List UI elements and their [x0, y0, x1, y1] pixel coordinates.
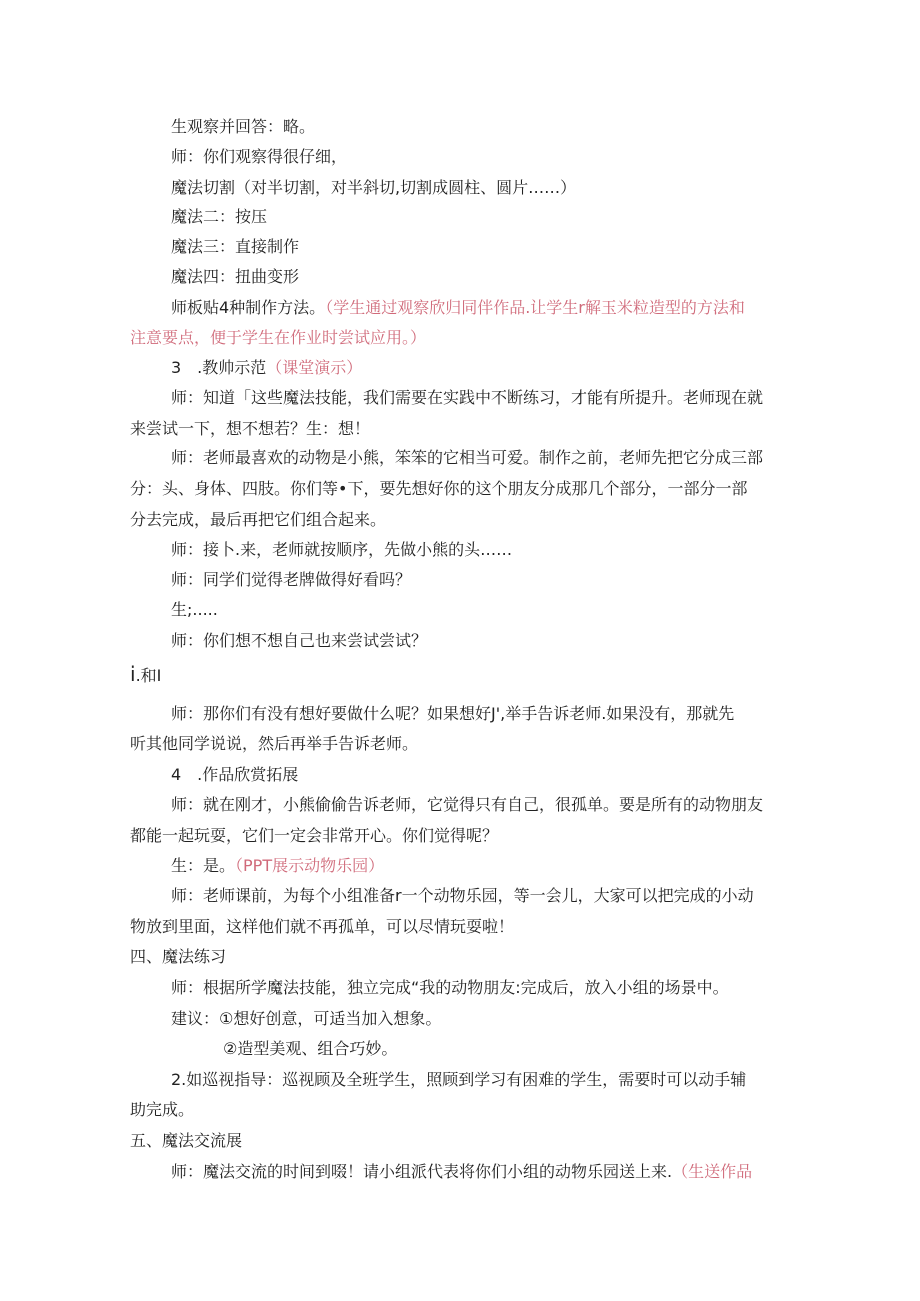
text-segment: .和I: [135, 666, 162, 685]
section-heading: 五、魔法交流展: [130, 1131, 243, 1150]
annotation-note: （课堂演示）: [266, 358, 363, 377]
text-segment: 3 .教帅示范: [171, 358, 267, 377]
annotation-note: （PPT展示动物乐园）: [235, 856, 385, 875]
text-line: 魔法切割（对半切割，对半斜切,切割成圆柱、圆片……）: [171, 178, 577, 197]
text-line: 分去完成，最后再把它们组合起来。: [130, 510, 387, 529]
text-line: 都能一起玩耍，它们一定会非常开心。你们觉得呢？: [130, 826, 499, 845]
text-line: 师：你们观察得很仔细，: [171, 147, 348, 166]
text-line: [171, 855, 384, 877]
text-segment: 师：魔法交流的时间到啜！请小组派代表将你们小组的动物乐园送上来.: [171, 1162, 673, 1181]
text-line: [171, 297, 745, 319]
text-line: 助完成。: [130, 1100, 195, 1119]
text-line: 来尝试一下，想不想若？生：想！: [130, 419, 371, 438]
text-line: 物放到里面，这样他们就不再孤单，可以尽情玩耍啦！: [130, 917, 515, 936]
annotation-note: （学生通过观察欣归同伴作品.让学生r解玉米粒造型的方法和: [325, 298, 745, 317]
text-line: [130, 663, 161, 687]
section-heading: [171, 357, 362, 379]
text-line: 听其他同学说说，然后再举手告诉老师。: [130, 734, 419, 753]
text-line: 师：那你们有没有想好要做什么呢？如果想好J',举手告诉老师.如果没有，那就先: [171, 704, 735, 723]
text-line: 分：头、身体、四肢。你们等•下，要先想好你的这个朋友分成那几个部分，一部分一部: [130, 479, 748, 498]
text-line: 师：就在刚才，小熊偷偷告诉老师，它觉得只有自己，很孤单。要是所有的动物朋友: [171, 795, 764, 814]
text-line: 魔法二：按压: [171, 207, 268, 226]
text-line: 师：知道「这些魔法技能，我们需要在实践中不断练习，才能有所提升。老师现在就: [171, 388, 764, 407]
section-heading: 四、魔法练习: [130, 947, 227, 966]
text-line: 师：根据所学魔法技能，独立完成“我的动物朋友:完成后，放入小组的场景中。: [171, 978, 729, 997]
section-heading: 4 .作品欣赏拓展: [171, 765, 299, 784]
text-line: 建议：①想好创意，可适当加入想象。: [171, 1009, 442, 1028]
text-line: 师：老师课前，为每个小组准备r一个动物乐园，等一会儿，大家可以把完成的小动: [171, 886, 754, 905]
annotation-note: （生送作品: [672, 1162, 753, 1181]
text-line: 师：你们想不想自己也来尝试尝试？: [171, 631, 428, 650]
text-line: 魔法四：扭曲变形: [171, 267, 300, 286]
text-line: [171, 1161, 752, 1183]
annotation-note: 注意要点，便于学生在作业时尝试应用。）: [130, 328, 427, 347]
text-line: 魔法三：直接制作: [171, 237, 300, 256]
text-line: 师：接卜.来，老师就按顺序，先做小熊的头……: [171, 540, 513, 559]
text-segment: 师板贴4种制作方法。: [171, 298, 326, 317]
text-segment: i: [130, 662, 136, 686]
text-line: 师：同学们觉得老牌做得好看吗？: [171, 570, 412, 589]
text-line: 2.如巡视指导：巡视顾及全班学生，照顾到学习有困难的学生，需要时可以动手辅: [171, 1070, 747, 1089]
text-line: 生;.....: [171, 600, 218, 619]
text-segment: 生：是。: [171, 856, 236, 875]
text-line: ②造型美观、组合巧妙。: [223, 1039, 398, 1058]
text-line: 生观察并回答：略。: [171, 117, 316, 136]
text-line: 师：老师最喜欢的动物是小熊，笨笨的它相当可爱。制作之前，老师先把它分成三部: [171, 448, 764, 467]
